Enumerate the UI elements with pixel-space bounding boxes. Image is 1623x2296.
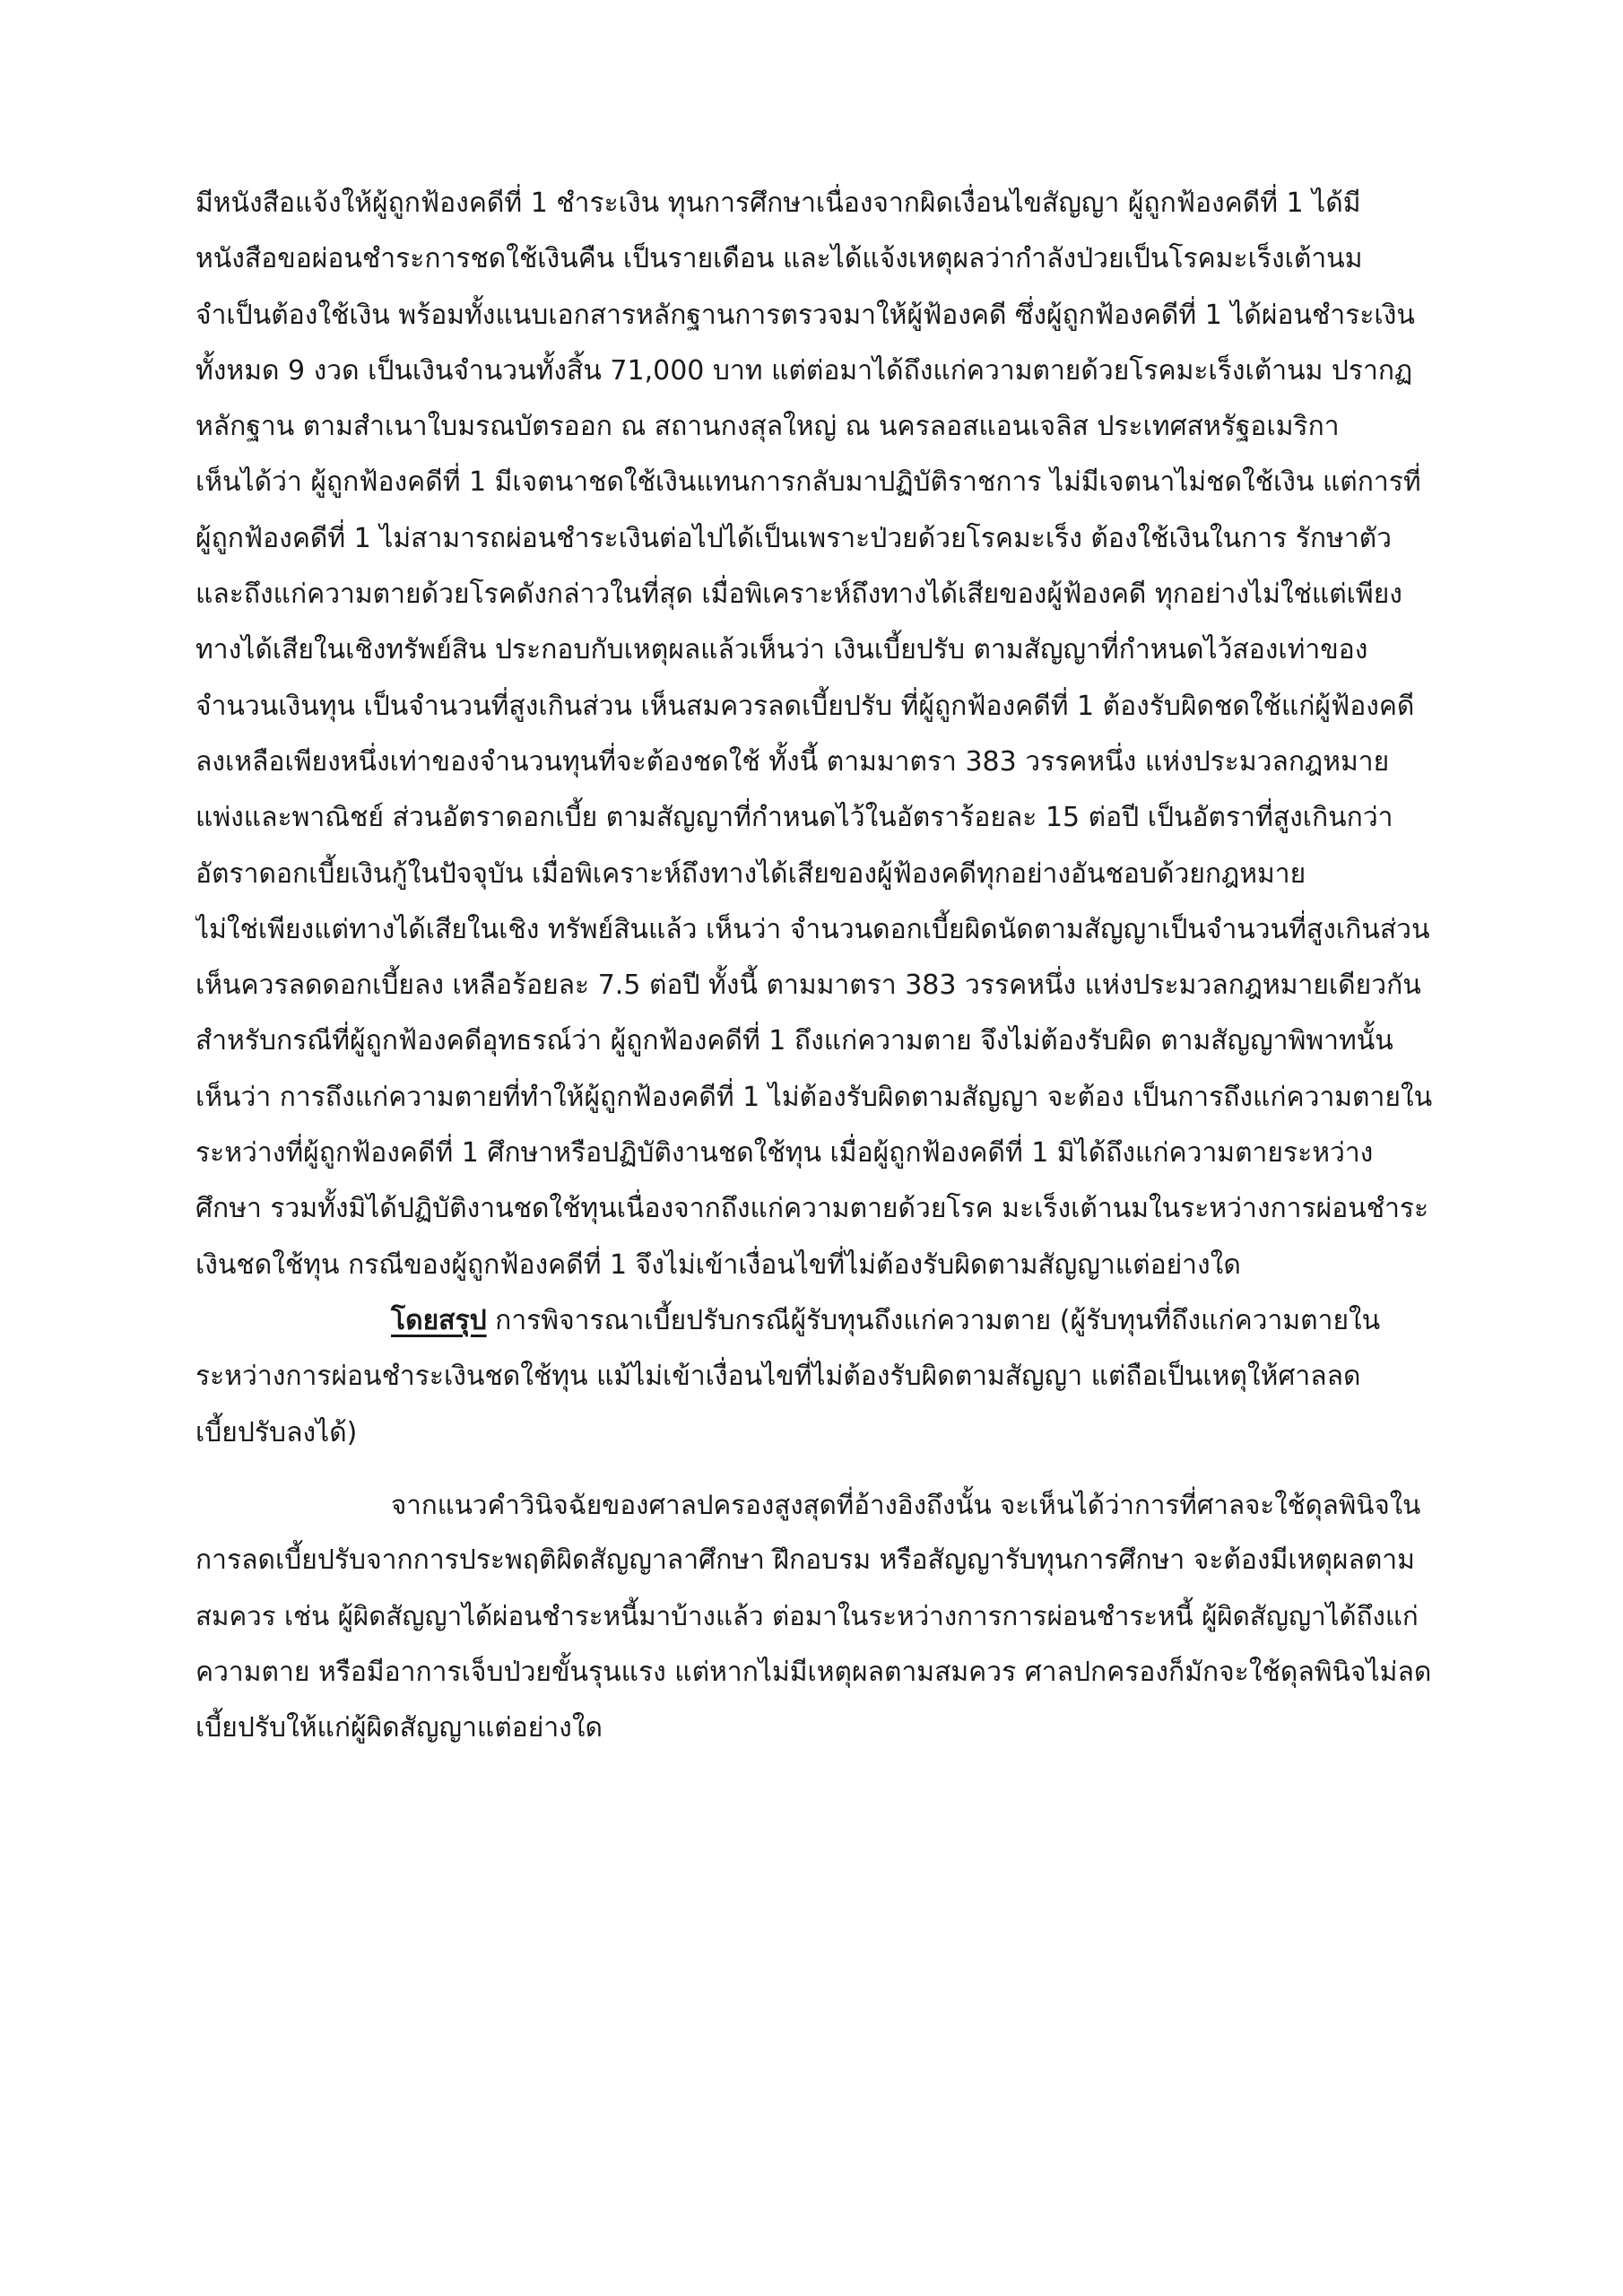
text-line: เบี้ยปรับให้แก่ผู้ผิดสัญญาแต่อย่างใด [195, 1712, 603, 1744]
text-line: ทั้งหมด 9 งวด เป็นเงินจำนวนทั้งสิ้น 71,000 บาท แต่ต่อมาได้ถึงแก่ความตายด้วยโรคมะเร็งเต้านม ปรากฏ [195, 354, 1413, 387]
text-line: ผู้ถูกฟ้องคดีที่ 1 ไม่สามารถผ่อนชำระเงินต่อไปได้เป็นเพราะป่วยด้วยโรคมะเร็ง ต้องใช้เงินในการ รักษาตัว [195, 522, 1392, 554]
summary-first-line-text: การพิจารณาเบี้ยปรับกรณีผู้รับทุนถึงแก่ความตาย (ผู้รับทุนที่ถึงแก่ความตายใน [486, 1304, 1381, 1336]
summary-lead: โดยสรุป [391, 1304, 487, 1336]
text-line: ความตาย หรือมีอาการเจ็บป่วยขั้นรุนแรง แต่หากไม่มีเหตุผลตามสมควร ศาลปกครองก็มักจะใช้ดุลพินิจไม่ลด [195, 1656, 1432, 1688]
text-line: จำเป็นต้องใช้เงิน พร้อมทั้งแนบเอกสารหลักฐานการตรวจมาให้ผู้ฟ้องคดี ซึ่งผู้ถูกฟ้องคดีที่ 1 ได้ผ่อนชำระเงิน [195, 299, 1415, 331]
text-line: แพ่งและพาณิชย์ ส่วนอัตราดอกเบี้ย ตามสัญญาที่กำหนดไว้ในอัตราร้อยละ 15 ต่อปี เป็นอัตราที่สูงเกินกว่า [195, 802, 1393, 834]
paragraph-conclusion [195, 1477, 1433, 1756]
text-line: ระหว่างที่ผู้ถูกฟ้องคดีที่ 1 ศึกษาหรือปฏิบัติงานชดใช้ทุน เมื่อผู้ถูกฟ้องคดีที่ 1 มิได้ถึงแก่ความตายระหว่าง [195, 1137, 1374, 1170]
summary-first-line [195, 1293, 1433, 1349]
text-line: การลดเบี้ยปรับจากการประพฤติผิดสัญญาลาศึกษา ฝึกอบรม หรือสัญญารับทุนการศึกษา จะต้องมีเหตุผลตาม [195, 1544, 1415, 1577]
text-line: เงินชดใช้ทุน กรณีของผู้ถูกฟ้องคดีที่ 1 จึงไม่เข้าเงื่อนไขที่ไม่ต้องรับผิดตามสัญญาแต่อย่างใด [195, 1248, 1241, 1281]
text-line: สมควร เช่น ผู้ผิดสัญญาได้ผ่อนชำระหนี้มาบ้างแล้ว ต่อมาในระหว่างการการผ่อนชำระหนี้ ผู้ผิดสัญญาได้ถึงแก่ [195, 1601, 1419, 1632]
text-line: มีหนังสือแจ้งให้ผู้ถูกฟ้องคดีที่ 1 ชำระเงิน ทุนการศึกษาเนื่องจากผิดเงื่อนไขสัญญา ผู้ถูกฟ้องคดีที่ 1 ได้มี [195, 187, 1361, 219]
paragraph-court-reasoning [195, 176, 1433, 1293]
text-line: เห็นว่า การถึงแก่ความตายที่ทำให้ผู้ถูกฟ้องคดีที่ 1 ไม่ต้องรับผิดตามสัญญา จะต้อง เป็นการถึงแก่ความตายใน [195, 1081, 1433, 1113]
text-line: และถึงแก่ความตายด้วยโรคดังกล่าวในที่สุด เมื่อพิเคราะห์ถึงทางได้เสียของผู้ฟ้องคดี ทุกอย่างไม่ใช่แต่เพียง [195, 578, 1402, 611]
text-line: ศึกษา รวมทั้งมิได้ปฏิบัติงานชดใช้ทุนเนื่องจากถึงแก่ความตายด้วยโรค มะเร็งเต้านมในระหว่างการผ่อนชำระ [195, 1193, 1429, 1225]
text-line: สำหรับกรณีที่ผู้ถูกฟ้องคดีอุทธรณ์ว่า ผู้ถูกฟ้องคดีที่ 1 ถึงแก่ความตาย จึงไม่ต้องรับผิด ตามสัญญาพิพาทนั้น [195, 1025, 1393, 1057]
paragraph-summary [195, 1293, 1433, 1461]
document-body [195, 176, 1433, 1756]
text-line: เห็นควรลดดอกเบี้ยลง เหลือร้อยละ 7.5 ต่อปี ทั้งนี้ ตามมาตรา 383 วรรคหนึ่ง แห่งประมวลกฎหมายเดียวกัน [195, 970, 1421, 1002]
text-line: ระหว่างการผ่อนชำระเงินชดใช้ทุน แม้ไม่เข้าเงื่อนไขที่ไม่ต้องรับผิดตามสัญญา แต่ถือเป็นเหตุให้ศาลลด [195, 1361, 1361, 1393]
text-line: หนังสือขอผ่อนชำระการชดใช้เงินคืน เป็นรายเดือน และได้แจ้งเหตุผลว่ากำลังป่วยเป็นโรคมะเร็งเต้านม [195, 243, 1363, 275]
text-line: หลักฐาน ตามสำเนาใบมรณบัตรออก ณ สถานกงสุลใหญ่ ณ นครลอสแอนเจลิส ประเทศสหรัฐอเมริกา [195, 411, 1340, 443]
paragraph-gap [195, 1461, 1433, 1477]
text-line: ลงเหลือเพียงหนึ่งเท่าของจำนวนทุนที่จะต้องชดใช้ ทั้งนี้ ตามมาตรา 383 วรรคหนึ่ง แห่งประมวลกฎหมาย [195, 745, 1390, 778]
text-line: ไม่ใช่เพียงแต่ทางได้เสียในเชิง ทรัพย์สินแล้ว เห็นว่า จำนวนดอกเบี้ยผิดนัดตามสัญญาเป็นจำนวนที่สูงเกินส่วน [195, 913, 1430, 945]
text-line: ทางได้เสียในเชิงทรัพย์สิน ประกอบกับเหตุผลแล้วเห็นว่า เงินเบี้ยปรับ ตามสัญญาที่กำหนดไว้สองเท่าของ [195, 634, 1368, 666]
text-line: จำนวนเงินทุน เป็นจำนวนที่สูงเกินส่วน เห็นสมควรลดเบี้ยปรับ ที่ผู้ถูกฟ้องคดีที่ 1 ต้องรับผิดชดใช้แก่ผู้ฟ้องคดี [195, 690, 1415, 722]
text-line: จากแนวคำวินิจฉัยของศาลปครองสูงสุดที่อ้างอิงถึงนั้น จะเห็นได้ว่าการที่ศาลจะใช้ดุลพินิจใน [391, 1489, 1421, 1520]
text-line: อัตราดอกเบี้ยเงินกู้ในปัจจุบัน เมื่อพิเคราะห์ถึงทางได้เสียของผู้ฟ้องคดีทุกอย่างอันชอบด้วยกฎหมาย [195, 857, 1306, 890]
text-line: เห็นได้ว่า ผู้ถูกฟ้องคดีที่ 1 มีเจตนาชดใช้เงินแทนการกลับมาปฏิบัติราชการ ไม่มีเจตนาไม่ชดใช้เงิน แต่การที่ [195, 466, 1421, 499]
text-line: เบี้ยปรับลงได้) [195, 1416, 358, 1448]
